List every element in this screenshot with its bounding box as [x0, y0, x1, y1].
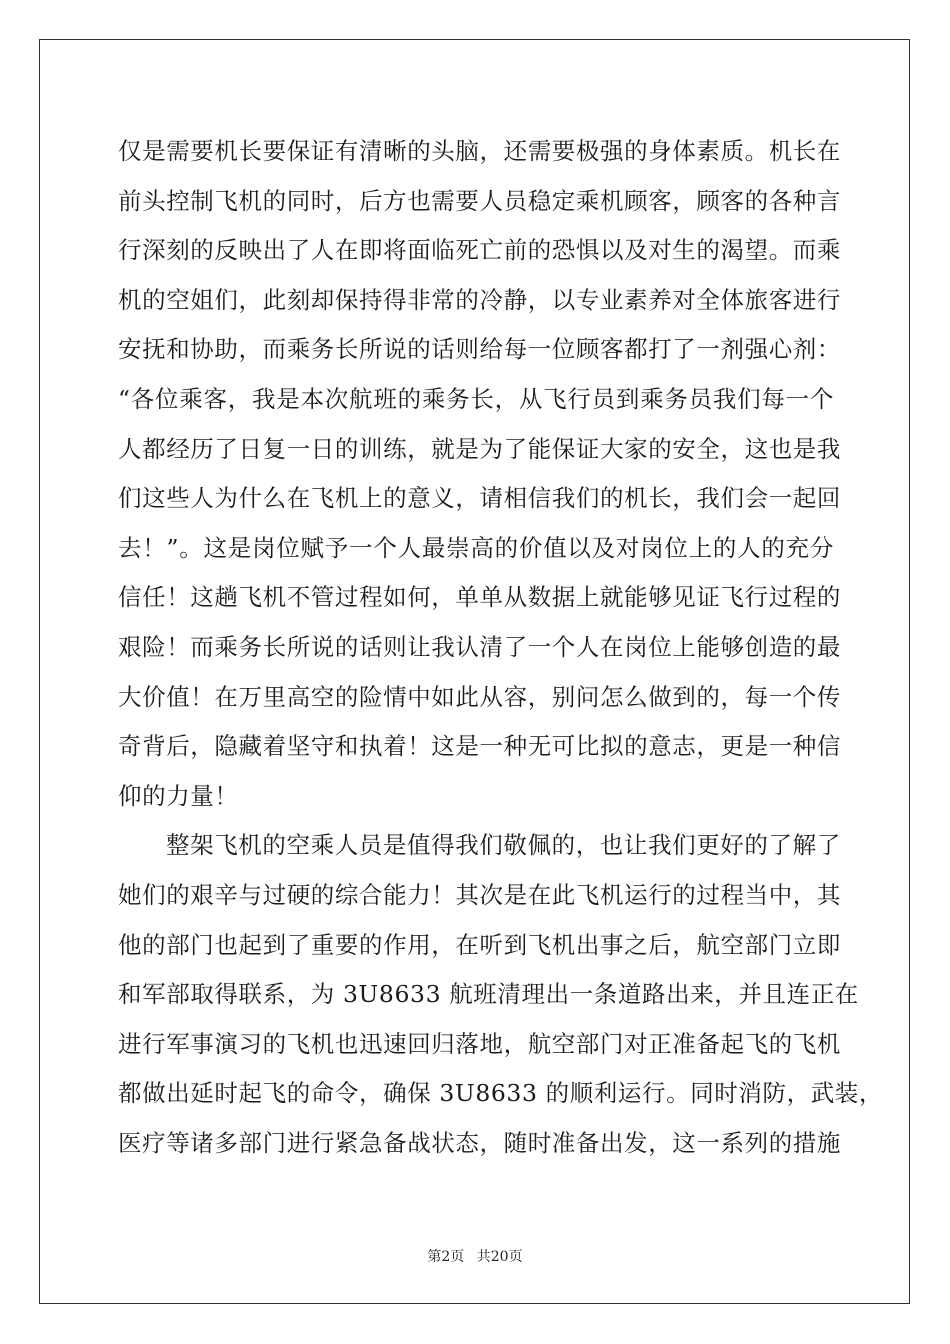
text-line: 信任！这趟飞机不管过程如何，单单从数据上就能够见证飞行过程的 [118, 583, 841, 612]
text-line: 进行军事演习的飞机也迅速回归落地，航空部门对正准备起飞的飞机 [118, 1029, 841, 1058]
page-footer [0, 1246, 950, 1266]
text-line: 安抚和协助，而乘务长所说的话则给每一位顾客都打了一剂强心剂： [118, 335, 841, 364]
text-line: 医疗等诸多部门进行紧急备战状态，随时准备出发，这一系列的措施 [118, 1128, 841, 1157]
text-line: 艰险！而乘务长所说的话则让我认清了一个人在岗位上能够创造的最 [118, 632, 841, 661]
text-line: “各位乘客，我是本次航班的乘务长，从飞行员到乘务员我们每一个 [118, 384, 834, 413]
text-line: 她们的艰辛与过硬的综合能力！其次是在此飞机运行的过程当中，其 [118, 880, 841, 909]
text-line: 都做出延时起飞的命令，确保 3U8633 的顺利运行。同时消防，武装， [118, 1079, 884, 1108]
text-line: 仰的力量！ [118, 781, 239, 810]
text-line: 们这些人为什么在飞机上的意义，请相信我们的机长，我们会一起回 [118, 484, 841, 513]
document-body [118, 127, 884, 1168]
text-line: 和军部取得联系，为 3U8633 航班清理出一条道路出来，并且连正在 [118, 980, 859, 1009]
text-line: 大价值！在万里高空的险情中如此从容，别问怎么做到的，每一个传 [118, 682, 841, 711]
total-page-count: 共20页 [476, 1249, 523, 1265]
text-line: 行深刻的反映出了人在即将面临死亡前的恐惧以及对生的渴望。而乘 [118, 236, 841, 265]
text-line: 人都经历了日复一日的训练，就是为了能保证大家的安全，这也是我 [118, 434, 841, 463]
text-line: 机的空姐们，此刻却保持得非常的冷静，以专业素养对全体旅客进行 [118, 285, 841, 314]
text-line: 整架飞机的空乘人员是值得我们敬佩的，也让我们更好的了解了 [166, 831, 841, 860]
current-page-number: 第2页 [427, 1249, 465, 1265]
text-line: 他的部门也起到了重要的作用，在听到飞机出事之后，航空部门立即 [118, 930, 841, 959]
text-line: 去！”。这是岗位赋予一个人最崇高的价值以及对岗位上的人的充分 [118, 533, 834, 562]
text-line: 奇背后，隐藏着坚守和执着！这是一种无可比拟的意志，更是一种信 [118, 732, 841, 761]
text-line: 仅是需要机长要保证有清晰的头脑，还需要极强的身体素质。机长在 [118, 137, 841, 165]
text-line: 前头控制飞机的同时，后方也需要人员稳定乘机顾客，顾客的各种言 [118, 186, 841, 215]
